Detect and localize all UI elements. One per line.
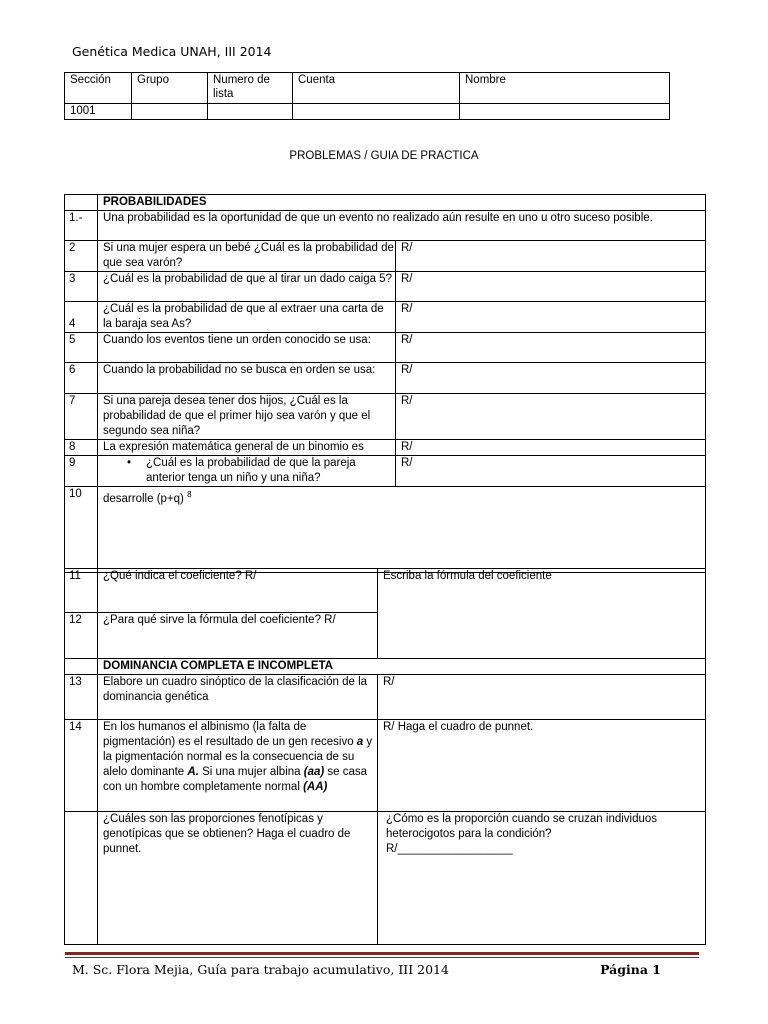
answer-cell[interactable]: R/	[378, 675, 706, 720]
blank-cell	[65, 659, 98, 675]
question-text: La expresión matemática general de un binomio es	[98, 440, 396, 456]
allele-dominant: A.	[187, 766, 199, 778]
answer-cell[interactable]: R/	[396, 272, 706, 302]
footer-divider-thick	[65, 952, 699, 955]
question-text: Elabore un cuadro sinóptico de la clasificación de la dominancia genética	[98, 675, 378, 720]
answer-cell[interactable]: R/ Haga el cuadro de punnet.	[378, 720, 706, 812]
row-number: 10	[65, 487, 98, 573]
genotype-aa: (aa)	[303, 766, 325, 778]
cell-cuenta[interactable]	[293, 104, 460, 120]
worksheet-table-probabilidades	[64, 194, 706, 573]
question-text: Cuando la probabilidad no se busca en orden se usa:	[98, 363, 396, 394]
formula-cell[interactable]: Escriba la fórmula del coeficiente	[378, 569, 706, 659]
cell-nombre[interactable]	[460, 104, 670, 120]
row-number: 13	[65, 675, 98, 720]
answer-cell[interactable]: R/	[396, 302, 706, 333]
question-text: Si una pareja desea tener dos hijos, ¿Cuál es la probabilidad de que el primer hijo sea varón y que el segundo sea niña?	[98, 394, 396, 440]
cell-grupo[interactable]	[132, 104, 208, 120]
answer-cell[interactable]	[378, 812, 706, 945]
row-number: 12	[65, 613, 98, 659]
row-number: 14	[65, 720, 98, 812]
question-text: Si una mujer espera un bebé ¿Cuál es la probabilidad de que sea varón?	[98, 241, 396, 272]
blank-cell	[65, 812, 98, 945]
expansion-text: desarrolle (p+q)	[103, 492, 184, 505]
footer-divider-thin	[65, 957, 699, 958]
text-part: En los humanos el albinismo (la falta de pigmentación) es el resultado de un gen recesivo	[103, 721, 357, 748]
cell-seccion: 1001	[65, 104, 132, 120]
footer-author: M. Sc. Flora Mejia, Guía para trabajo acumulativo, III 2014	[72, 962, 449, 977]
answer-blank[interactable]: R/__________________	[386, 843, 513, 855]
text-part: y la pigmentación normal es la consecuencia de su alelo dominante	[103, 736, 373, 778]
header-grupo: Grupo	[132, 73, 208, 104]
header-cuenta: Cuenta	[293, 73, 460, 104]
albinism-problem-text	[98, 720, 378, 812]
row-number: 3	[65, 272, 98, 302]
cell-numero-lista[interactable]	[208, 104, 293, 120]
section-header-dominancia: DOMINANCIA COMPLETA E INCOMPLETA	[98, 659, 706, 675]
document-title: Genética Medica UNAH, III 2014	[72, 44, 272, 59]
blank-cell	[65, 195, 98, 211]
heterozygote-question: ¿Cómo es la proporción cuando se cruzan individuos heterocigotos para la condición?	[386, 813, 658, 840]
worksheet-table-dominancia	[64, 568, 706, 945]
question-text: ¿Cuál es la probabilidad de que al extraer una carta de la baraja sea As?	[98, 302, 396, 333]
row-number: 5	[65, 333, 98, 363]
question-line: ¿Cuál es la probabilidad de que la pareja anterior tenga un niño y una niña?	[146, 457, 356, 484]
row-number: 2	[65, 241, 98, 272]
row-number: 1.-	[65, 211, 98, 241]
row-number: 9	[65, 456, 98, 487]
student-info-table	[64, 72, 670, 120]
row-number: 7	[65, 394, 98, 440]
answer-cell[interactable]: R/	[396, 241, 706, 272]
question-text: Cuando los eventos tiene un orden conocido se usa:	[98, 333, 396, 363]
header-nombre: Nombre	[460, 73, 670, 104]
question-text: ¿Cuál es la probabilidad de que al tirar un dado caiga 5?	[98, 272, 396, 302]
row-number: 6	[65, 363, 98, 394]
definition-text: Una probabilidad es la oportunidad de que un evento no realizado aún resulte en uno u otro suceso posible.	[98, 211, 706, 241]
question-text: ¿Cuáles son las proporciones fenotípicas y genotípicas que se obtienen? Haga el cuadro de punnet.	[98, 812, 378, 945]
row-number: 4	[65, 302, 98, 333]
answer-cell[interactable]: R/	[396, 456, 706, 487]
section-subtitle: PROBLEMAS / GUIA DE PRACTICA	[289, 150, 479, 162]
answer-cell[interactable]: R/	[396, 440, 706, 456]
question-text: ¿Para qué sirve la fórmula del coeficiente? R/	[98, 613, 378, 659]
bullet-marker: •	[127, 457, 132, 469]
header-numero-lista: Numero de lista	[208, 73, 293, 104]
text-part: Si una mujer albina	[198, 766, 304, 778]
question-text[interactable]	[98, 487, 706, 573]
row-number: 8	[65, 440, 98, 456]
question-text	[98, 456, 396, 487]
answer-cell[interactable]: R/	[396, 333, 706, 363]
answer-cell[interactable]: R/	[396, 394, 706, 440]
footer-page-number: Página 1	[600, 962, 661, 977]
genotype-AA: (AA)	[303, 781, 328, 793]
answer-cell[interactable]: R/	[396, 363, 706, 394]
question-text: ¿Qué indica el coeficiente? R/	[98, 569, 378, 613]
text-part: se casa con un hombre completamente normal	[103, 766, 368, 793]
header-seccion: Sección	[65, 73, 132, 104]
exponent: 8	[187, 490, 192, 499]
section-header-probabilidades: PROBABILIDADES	[98, 195, 706, 211]
allele-recessive: a	[356, 736, 364, 748]
row-number: 11	[65, 569, 98, 613]
